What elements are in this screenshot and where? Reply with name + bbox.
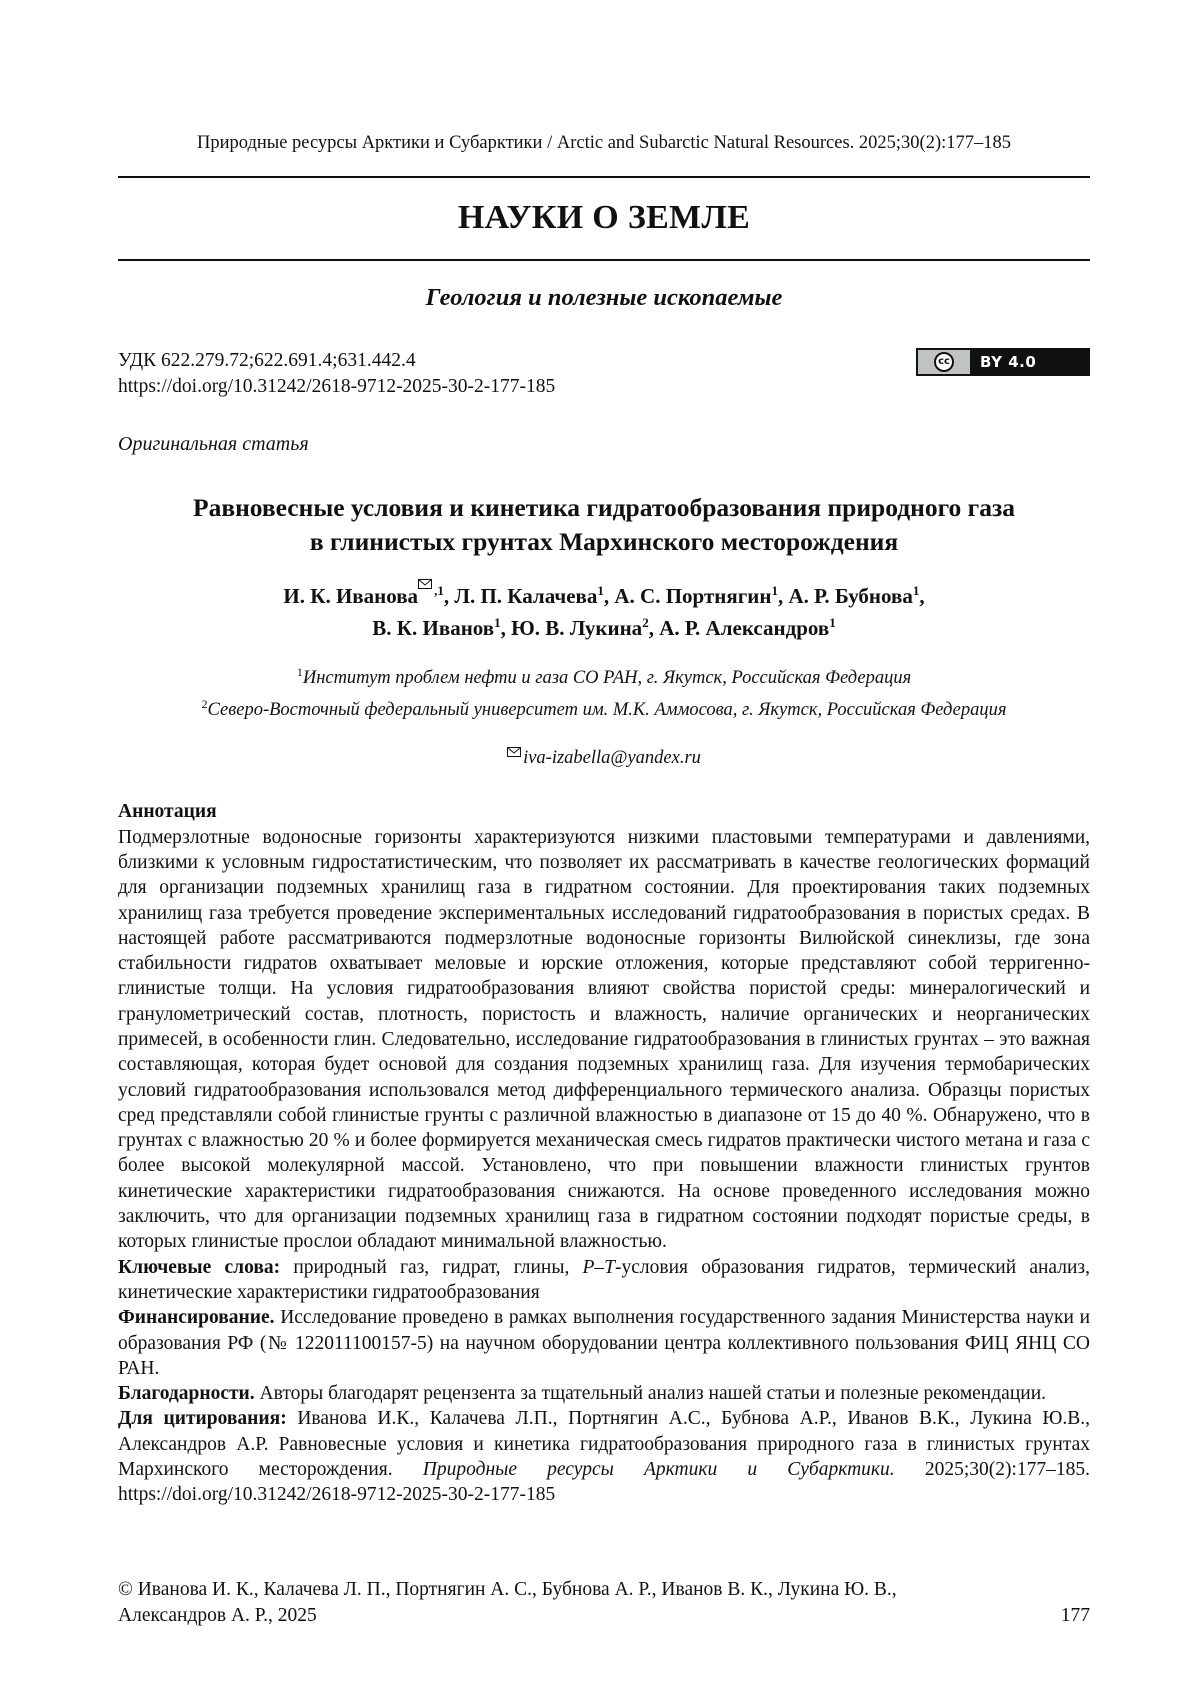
author-sup: 2 [642, 615, 649, 630]
acknowledgments [118, 1381, 1090, 1406]
abstract-heading: Аннотация [118, 801, 217, 823]
authors [118, 579, 1090, 644]
author-sup: 1 [771, 583, 778, 598]
author-sup: 1 [912, 583, 920, 598]
copyright-line: Александров А. Р., 2025 [118, 1605, 317, 1626]
doi-link[interactable]: https://doi.org/10.31242/2618-9712-2025-30-2-177-185 [118, 376, 556, 397]
affiliation-text: Северо-Восточный федеральный университет им. М.К. Аммосова, г. Якутск, Российская Федерация [207, 700, 1007, 721]
author-name: А. Р. Александров [659, 616, 830, 640]
copyright-line: © Иванова И. К., Калачева Л. П., Портнягин А. С., Бубнова А. Р., Иванов В. К., Лукина Ю. В., [118, 1579, 897, 1600]
envelope-icon [418, 579, 432, 589]
envelope-icon [507, 739, 521, 765]
citation-text: Иванова И.К., Калачева Л.П., Портнягин А.С., Бубнова А.Р., Иванов В.К., Лукина Ю.В., Александров А.Р. Равновесные условия и кинетика гидратообразования природного газа в глинистых грунтах Мархинского месторождения. [118, 1408, 1091, 1481]
cc-icon: cc [934, 352, 954, 372]
affiliation-sup: 1 [296, 665, 303, 679]
running-head: Природные ресурсы Арктики и Субарктики / Arctic and Subarctic Natural Resources. 2025;30(2):177–185 [196, 133, 1011, 153]
author-sup: 1 [829, 615, 836, 630]
author-name: Ю. В. Лукина [511, 616, 643, 640]
author-sup: 1 [597, 583, 604, 598]
affiliation-text: Институт проблем нефти и газа СО РАН, г. Якутск, Российская Федерация [302, 668, 912, 689]
article-title [118, 491, 1090, 559]
citation-label: Для цитирования: [118, 1408, 287, 1430]
author-name: А. Р. Бубнова [788, 584, 913, 608]
keywords-italic: P–T [582, 1256, 616, 1278]
author-sup: ,1 [434, 583, 444, 598]
udk-code: УДК 622.279.72;622.691.4;631.442.4 [118, 350, 416, 371]
author-sup: 1 [494, 615, 501, 630]
affiliation-item [118, 691, 1090, 723]
citation-journal: Природные ресурсы Арктики и Субарктики. [422, 1459, 895, 1481]
article-title-line: в глинистых грунтах Мархинского месторождения [309, 527, 899, 556]
keywords [118, 1255, 1090, 1306]
page-footer [118, 1577, 1090, 1629]
section-rule [118, 259, 1090, 261]
author-name: Л. П. Калачева [454, 584, 598, 608]
article-title-line: Равновесные условия и кинетика гидратообразования природного газа [193, 493, 1015, 522]
top-rule [118, 176, 1090, 178]
acknowledgments-label: Благодарности. [118, 1383, 255, 1405]
section-title: НАУКИ О ЗЕМЛЕ [457, 199, 751, 236]
abstract-text: Подмерзлотные водоносные горизонты характеризуются низкими пластовыми температурами и давлениями, близкими к условным гидростатистическим, что позволяет их рассматривать в качестве геологических формаций для организации подземных хранилищ газа в гидратном состоянии. Для проектирования таких подземных хранилищ газа требуется проведение экспериментальных исследований гидратообразования в пористых средах. В настоящей работе рассматриваются подмерзлотные водоносные горизонты Вилюйской синеклизы, где зона стабильности гидратов охватывает меловые и юрские отложения, которые представляют собой терригенно-глинистые толщи. На условия гидратообразования влияют свойства пористой среды: минералогический и гранулометрический состав, плотность, пористость и влажность, наличие органических и неорганических примесей, в особенности глин. Следовательно, исследование гидратообразования в глинистых грунтах – это важная составляющая, которая будет основой для создания подземных хранилищ газа. Для изучения термобарических условий гидратообразования использовался метод дифференциального термического анализа. Образцы пористых сред представляли собой глинистые грунты с различной влажностью в диапазоне от 15 до 40 %. Обнаружено, что в грунтах с влажностью 20 % и более формируется механическая смесь гидратов практически чистого метана и газа с более высокой молекулярной массой. Установлено, что при повышении влажности глинистых грунтов кинетические характеристики гидратообразования снижаются. На основе проведенного исследования можно заключить, что для организации подземных хранилищ газа в гидратном состоянии подходят пористые среды, в которых глинистые прослои обладают минимальной влажностью. [118, 826, 1090, 1253]
keywords-text-after: -условия образования гидратов, термический анализ, кинетические характеристики гидратообразования [118, 1256, 1090, 1303]
author-name: А. С. Портнягин [614, 584, 772, 608]
abstract [118, 799, 1090, 1507]
funding [118, 1305, 1090, 1381]
subsection-title: Геология и полезные ископаемые [425, 284, 783, 311]
keywords-label: Ключевые слова: [118, 1256, 281, 1278]
page-number: 177 [1060, 1605, 1090, 1626]
funding-text: Исследование проведено в рамках выполнения государственного задания Министерства науки и образования РФ (№ 122011100157-5) на научном оборудовании центра коллективного пользования ФИЦ ЯНЦ СО РАН. [118, 1307, 1091, 1379]
meta-row [118, 348, 1090, 400]
affiliation-item [118, 659, 1090, 691]
email-link[interactable]: iva-izabella@yandex.ru [523, 748, 701, 769]
cc-license-badge[interactable] [916, 348, 1090, 376]
license-label: BY 4.0 [980, 353, 1037, 371]
authors-line: И. К. Иванова $^{,1}$, Л. П. Калачева$^1$, А. С. Портнягин$^1$, А. Р. Бубнова$^1$, [118, 579, 1090, 612]
keywords-text: природный газ, гидрат, глины, [293, 1256, 570, 1278]
article-type: Оригинальная статья [118, 433, 309, 455]
affiliation-sup: 2 [201, 697, 208, 712]
authors-line: В. К. Иванов$^1$, Ю. В. Лукина$^2$, А. Р. Александров$^1$ [372, 615, 836, 640]
acknowledgments-text: Авторы благодарят рецензента за тщательный анализ нашей статьи и полезные рекомендации. [259, 1383, 1047, 1405]
citation [118, 1406, 1090, 1507]
citation-text-after: 2025;30(2):177–185. https://doi.org/10.31242/2618-9712-2025-30-2-177-185 [118, 1459, 1091, 1506]
funding-label: Финансирование. [118, 1307, 275, 1329]
affiliations [118, 659, 1090, 723]
corresponding-email [118, 739, 1090, 771]
author-name: В. К. Иванов [372, 616, 495, 640]
author-name: И. К. Иванова [283, 584, 419, 608]
